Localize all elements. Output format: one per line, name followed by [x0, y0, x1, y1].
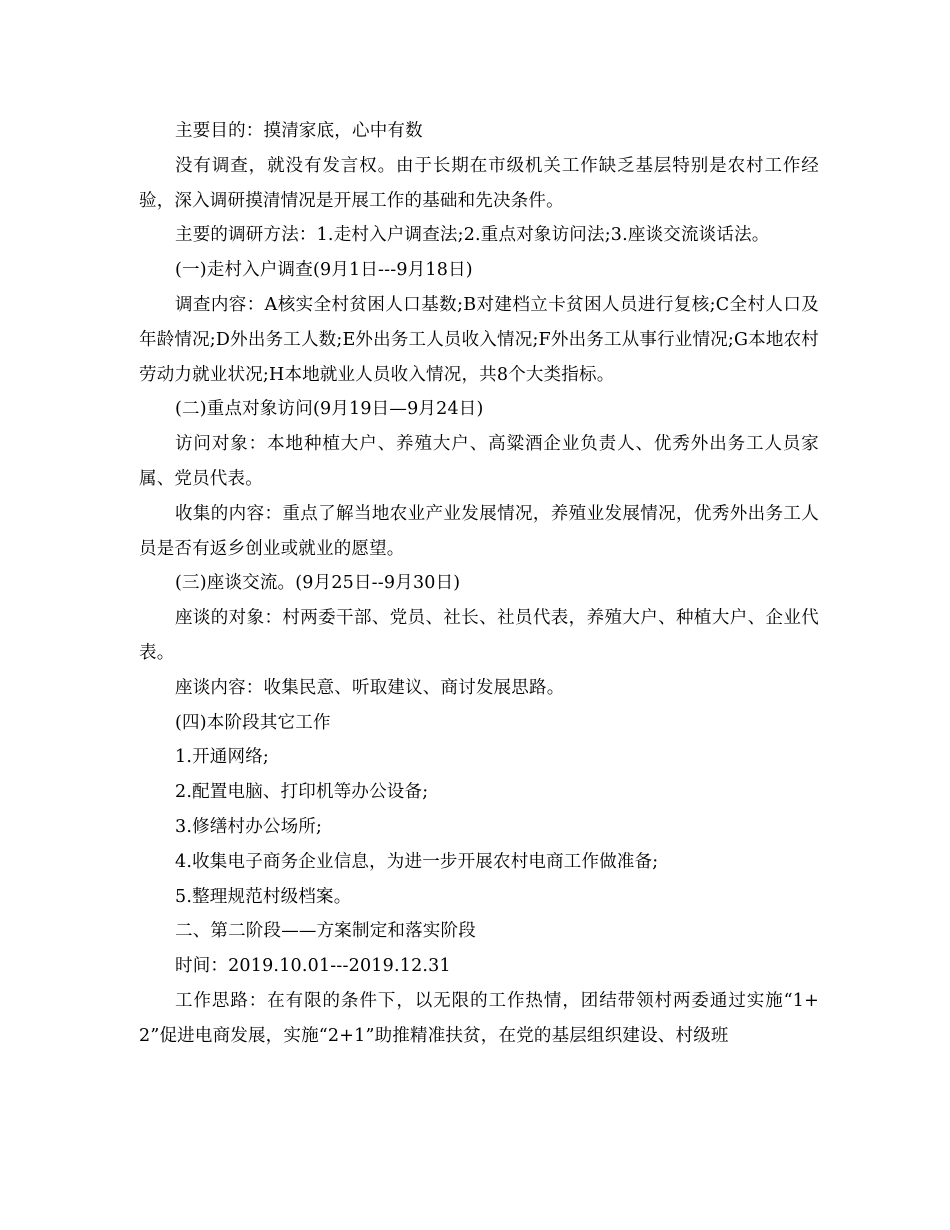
paragraph-main-purpose: 主要目的：摸清家底，心中有数 [175, 121, 423, 141]
paragraph-methods: 主要的调研方法：1.走村入户调查法;2.重点对象访问法;3.座谈交流谈话法。 [175, 225, 770, 246]
heading-discussion: (三)座谈交流。(9月25日--9月30日) [175, 573, 461, 594]
heading-phase-two: 二、第二阶段——方案制定和落实阶段 [175, 921, 476, 942]
paragraph-phase-two-time: 时间：2019.10.01---2019.12.31 [175, 956, 451, 977]
heading-village-survey: (一)走村入户调查(9月1日---9月18日) [175, 260, 473, 281]
heading-key-visits: (二)重点对象访问(9月19日—9月24日) [175, 399, 484, 420]
list-item-4: 4.收集电子商务企业信息，为进一步开展农村电商工作做准备; [175, 851, 659, 872]
heading-other-work: (四)本阶段其它工作 [175, 712, 331, 733]
paragraph-intro: 没有调查，就没有发言权。由于长期在市级机关工作缺乏基层特别是农村工作经验，深入调研摸清情况是开展工作的基础和先决条件。 [139, 155, 819, 211]
paragraph-visit-targets: 访问对象：本地种植大户、养殖大户、高粱酒企业负责人、优秀外出务工人员家属、党员代表。 [139, 434, 819, 489]
paragraph-survey-content: 调查内容：A核实全村贫困人口基数;B对建档立卡贫困人员进行复核;C全村人口及年龄情况;D外出务工人数;E外出务工人员收入情况;F外出务工从事行业情况;G本地农村劳动力就业状况;H本地就业人员收入情况，共8个大类指标。 [139, 294, 819, 385]
paragraph-collected-content: 收集的内容：重点了解当地农业产业发展情况，养殖业发展情况，优秀外出务工人员是否有返乡创业或就业的愿望。 [139, 503, 819, 559]
paragraph-work-approach: 工作思路：在有限的条件下，以无限的工作热情，团结带领村两委通过实施“1+2”促进电商发展，实施“2+1”助推精准扶贫，在党的基层组织建设、村级班 [139, 990, 819, 1046]
list-item-1: 1.开通网络; [175, 747, 269, 768]
list-item-5: 5.整理规范村级档案。 [175, 886, 352, 907]
list-item-2: 2.配置电脑、打印机等办公设备; [175, 782, 429, 803]
paragraph-discussion-targets: 座谈的对象：村两委干部、党员、社长、社员代表，养殖大户、种植大户、企业代表。 [139, 608, 819, 663]
list-item-3: 3.修缮村办公场所; [175, 816, 323, 837]
paragraph-discussion-content: 座谈内容：收集民意、听取建议、商讨发展思路。 [175, 677, 565, 698]
document-body [139, 114, 819, 1054]
